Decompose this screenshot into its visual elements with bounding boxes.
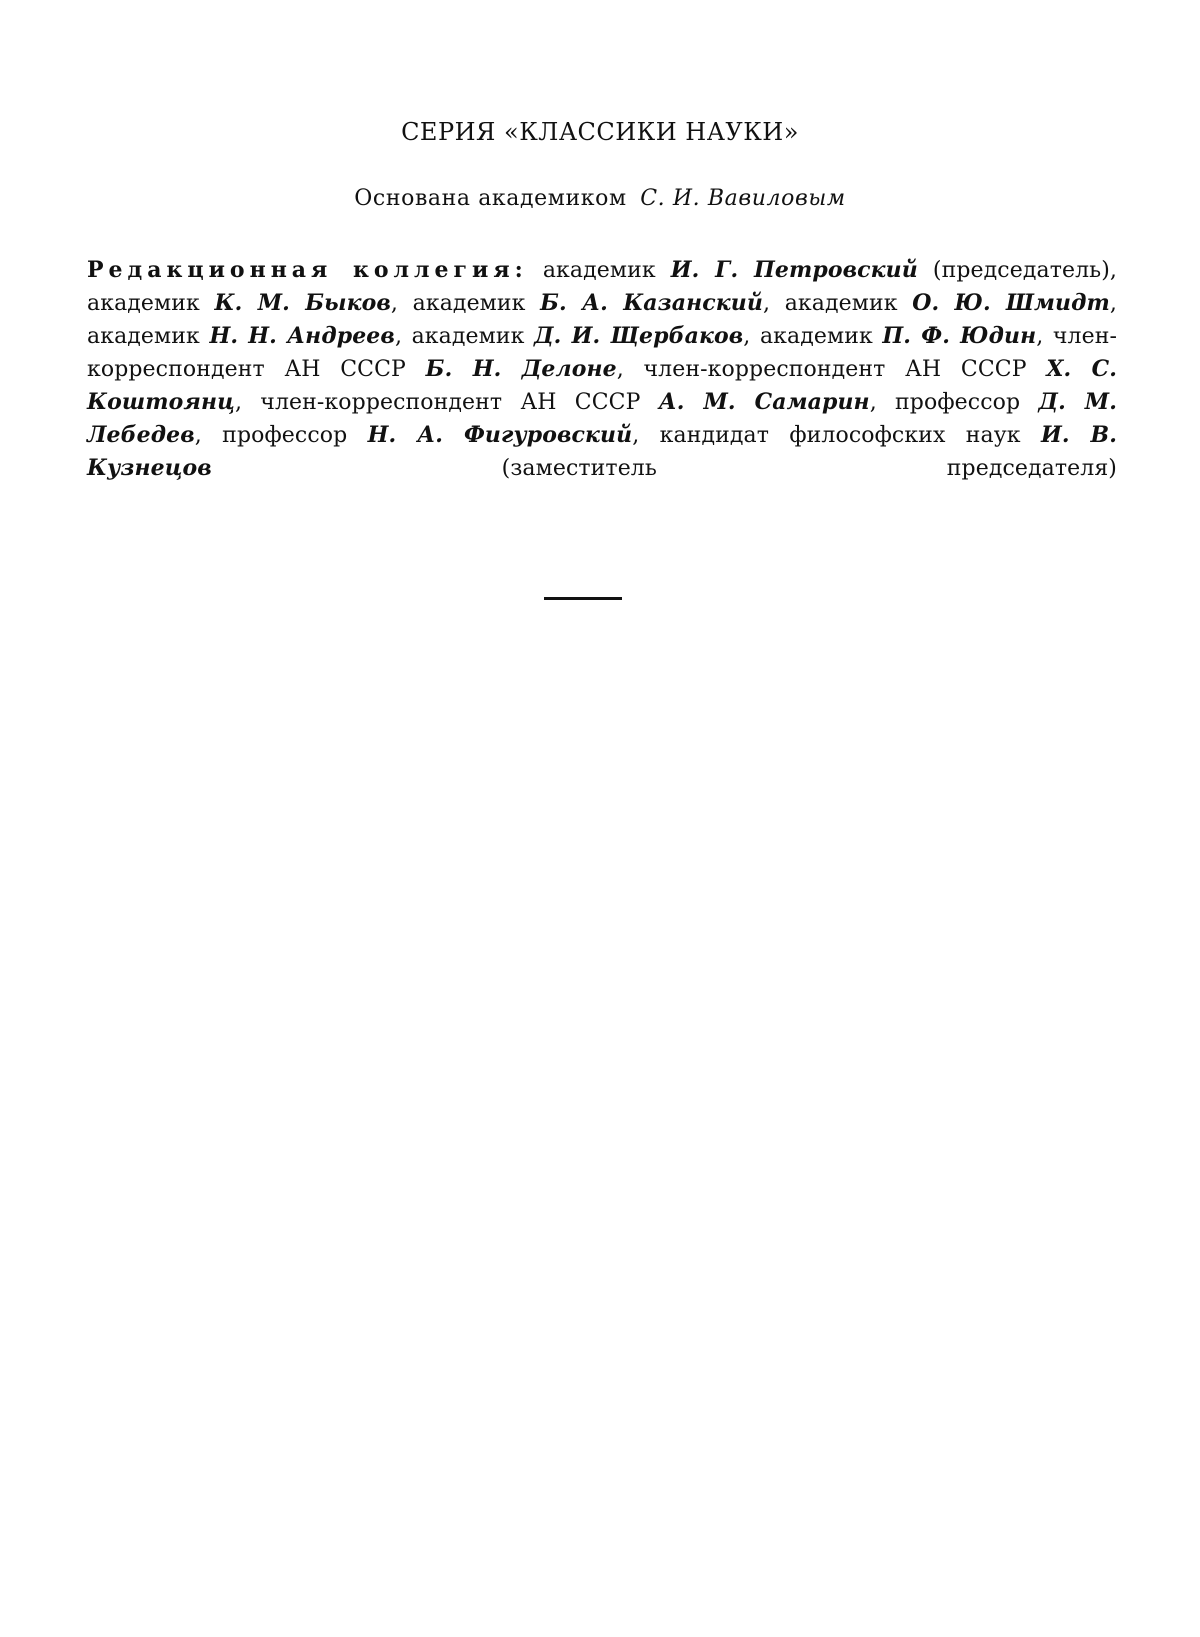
board-member-name: О. Ю. Шмидт xyxy=(912,290,1110,316)
board-member-name: Д. И. Щербаков xyxy=(534,323,744,349)
board-member-name: И. Г. Петровский xyxy=(670,257,918,283)
board-text: , профессор xyxy=(194,423,368,448)
founded-prefix: Основана академиком xyxy=(354,186,627,211)
board-member-name: А. М. Самарин xyxy=(658,389,870,415)
board-member-name: Х. С. Коштоянц xyxy=(87,356,1118,415)
board-text: (заместитель председателя) xyxy=(211,456,1117,481)
board-member-name: Б. Н. Делоне xyxy=(425,356,617,382)
board-text: , член-корреспондент АН СССР xyxy=(616,357,1047,382)
board-text: , академик xyxy=(394,324,535,349)
series-title: СЕРИЯ «КЛАССИКИ НАУКИ» xyxy=(401,118,799,146)
editorial-board-label: Редакционная коллегия: xyxy=(87,257,528,283)
editorial-board-paragraph xyxy=(87,254,1117,485)
board-text: академик xyxy=(542,258,671,283)
board-text: , член-корреспондент АН СССР xyxy=(234,390,659,415)
board-text: , член-корреспондент АН СССР xyxy=(87,324,1118,382)
board-member-name: Д. М. Лебедев xyxy=(87,389,1117,448)
divider-rule xyxy=(544,597,622,600)
founded-line xyxy=(0,186,1200,211)
board-text: (председатель), академик xyxy=(87,258,1118,316)
board-text: , профессор xyxy=(869,390,1039,415)
board-text: , академик xyxy=(87,291,1118,349)
board-member-name: И. В. Кузнецов xyxy=(87,422,1118,481)
board-text: , академик xyxy=(390,291,541,316)
board-member-name: К. М. Быков xyxy=(214,290,391,316)
founder-name: С. И. Вавиловым xyxy=(640,186,846,211)
board-member-name: П. Ф. Юдин xyxy=(882,323,1037,349)
board-text: , кандидат философских наук xyxy=(632,423,1041,448)
board-member-name: Н. Н. Андреев xyxy=(209,323,395,349)
board-member-name: Б. А. Казанский xyxy=(540,290,763,316)
board-member-name: Н. А. Фигуровский xyxy=(367,422,633,448)
board-text: , академик xyxy=(743,324,883,349)
board-text: , академик xyxy=(762,291,913,316)
